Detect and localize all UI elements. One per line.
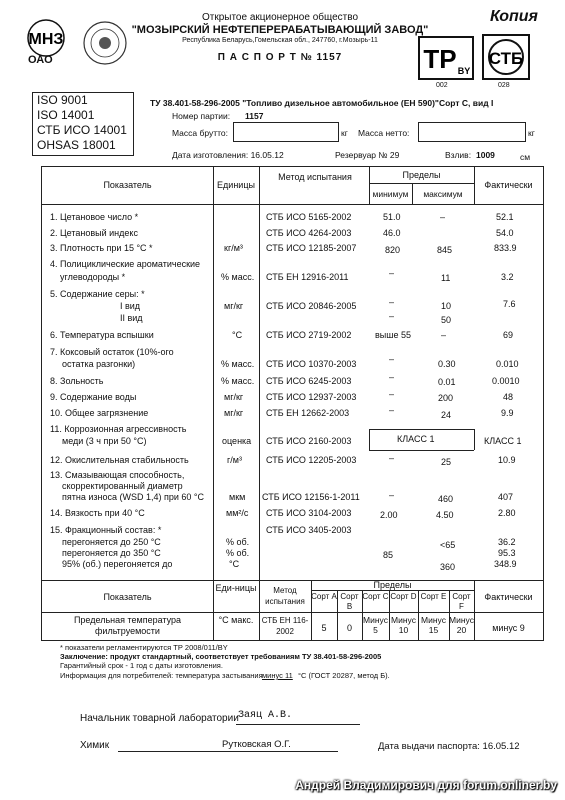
t2-sort-b: Сорт B [340,592,359,611]
row-max: 200 [438,393,454,403]
gross-mass-field [233,122,339,142]
t2-header-actual: Фактически [484,592,533,602]
iso-item: СТБ ИСО 14001 [37,123,127,137]
t2-header-limits: Пределы [373,580,412,590]
level-value: 1009 [476,150,495,160]
row-min: – [389,268,395,278]
row-name: 4. Полициклические ароматические [50,259,201,269]
row-unit: % масс. [221,376,255,386]
row-method: СТБ ИСО 20846-2005 [266,301,357,311]
row-unit: мг/кг [224,301,244,311]
lab-head-name: Заяц А.В. [238,710,293,721]
row-name-line2: меди (3 ч при 50 °С) [62,436,147,446]
row-min: 85 [383,550,394,560]
svg-text:ТР: ТР [423,44,457,74]
row-method: СТБ ИСО 2160-2003 [266,436,352,446]
row-method: СТБ ИСО 3405-2003 [266,525,352,535]
t2-val-a: 5 [321,623,327,633]
row-min: – [389,490,395,500]
org-type: Открытое акционерное общество [201,12,359,23]
t2-header-indicator: Показатель [103,592,152,602]
row-method: СТБ ЕН 12916-2011 [266,272,349,282]
row-unit: мг/кг [224,392,244,402]
row-max: <65 [440,540,456,550]
cert-right-number: 028 [498,82,510,89]
iso-item: OHSAS 18001 [37,138,116,152]
row-name: 10. Общее загрязнение [50,408,149,418]
row-method: СТБ ИСО 2719-2002 [266,330,352,340]
row-actual: КЛАСС 1 [484,436,522,446]
net-mass-label: Масса нетто: [358,128,410,138]
t2-sort-e: Сорт E [420,592,447,601]
row-actual: 833.9 [494,243,517,253]
row-min: – [389,354,395,364]
t2-val-e: Минус 15 [421,615,446,635]
t2-row-name: Предельная температура фильтруемости [73,615,182,636]
row-max: 0.01 [438,377,456,387]
level-label: Взлив: [445,150,472,160]
row-actual: 348.9 [494,559,517,569]
row-method: СТБ ИСО 12156-1-2011 [262,492,360,502]
row-method: СТБ ИСО 5165-2002 [266,212,352,222]
row-max: 25 [441,457,452,467]
lab-head-label: Начальник товарной лаборатории [80,713,239,724]
gross-mass-label: Масса брутто: [172,128,229,138]
row-max: 4.50 [436,510,454,520]
row-name-line2: I вид [120,301,141,311]
row-min: – [389,389,395,399]
row-actual: 48 [503,392,514,402]
note-tr: * показатели регламентируются ТР 2008/011/BY [60,643,228,652]
row-name: 3. Плотность при 15 °С * [50,243,153,253]
row-min: 2.00 [380,510,398,520]
row-unit: % об. [226,537,250,547]
row-max-2: 50 [441,315,452,325]
cert-left-number: 002 [436,82,448,89]
row-unit: мм²/с [226,508,249,518]
row-actual: 0.010 [496,359,519,369]
tr-by-certification-icon [418,36,474,80]
row-min: – [389,405,395,415]
row-max: – [440,212,446,222]
row-name-line2: скорректированный диаметр [62,481,183,491]
col-header-max: максимум [423,189,463,199]
row-actual: 3.2 [501,272,514,282]
svg-text:BY: BY [457,66,471,76]
row-unit: мкм [229,492,246,502]
manufacture-date: Дата изготовления: 16.05.12 [172,150,284,160]
iso-certificates-box [32,92,134,156]
passport-title: П А С П О Р Т № 1157 [217,52,343,63]
row-name: 7. Коксовый остаток (10%-ого [50,347,174,357]
row-max: 0.30 [438,359,456,369]
row-actual: 2.80 [498,508,516,518]
col-header-actual: Фактически [484,180,533,190]
row-name: 1. Цетановое число * [50,212,139,222]
consumer-info-label: Информация для потребителей: температура застывания [60,671,263,680]
t2-val-c: Минус 5 [363,615,388,635]
row-name: 12. Окислительная стабильность [50,455,189,465]
svg-text:МНЗ: МНЗ [28,31,64,48]
row-name: 15. Фракционный состав: * [50,525,162,535]
row-method: СТБ ЕН 12662-2003 [266,408,350,418]
row-max: 360 [440,562,456,572]
t2-row-method: СТБ ЕН 116-2002 [261,616,309,636]
row-method: СТБ ИСО 6245-2003 [266,376,352,386]
t2-sort-d: Сорт D [390,592,417,601]
row-max: – [441,330,447,340]
stb-certification-icon [482,34,530,80]
row-min: 51.0 [383,212,401,222]
row-name: 5. Содержание серы: * [50,289,145,299]
row-actual: 52.1 [496,212,514,222]
row-max: 11 [441,273,451,283]
row-unit: % об. [226,548,250,558]
t2-val-d: Минус 10 [391,615,416,635]
row-actual: 0.0010 [492,376,520,386]
logo-caption: ОАО [28,54,53,66]
row-unit: % масс. [221,272,255,282]
row-max: 845 [437,245,453,255]
gross-kg-unit: кг [341,128,348,138]
product-spec: ТУ 38.401-58-296-2005 "Топливо дизельное автомобильное (ЕН 590)"Сорт С, вид I [150,98,494,108]
tank-number: Резервуар № 29 [335,150,400,160]
col-header-units: Единицы [217,180,255,190]
row-min-2: – [389,311,395,321]
row-actual: 69 [503,330,514,340]
row-actual: 95.3 [498,548,516,558]
row-method: СТБ ИСО 10370-2003 [266,359,357,369]
net-kg-unit: кг [528,128,535,138]
row-min: 46.0 [383,228,401,238]
row-actual: 407 [498,492,514,502]
t2-val-b: 0 [346,623,352,633]
pour-point-value: минус 11 [262,671,293,680]
row-name-line3: перегоняется до 350 °С [62,548,161,558]
warranty: Гарантийный срок - 1 год с даты изготовления. [60,661,223,670]
row-min: 820 [385,245,401,255]
row-method: СТБ ИСО 4264-2003 [266,228,352,238]
col-header-method: Метод испытания [278,172,352,182]
chemist-label: Химик [80,740,110,751]
copy-label: Копия [490,8,538,25]
row-name-line2: углеводороды * [60,272,126,282]
row-method: СТБ ИСО 12185-2007 [266,243,357,253]
t2-row-unit: °С макс. [218,615,254,625]
batch-number-value: 1157 [245,111,264,121]
col-header-min: минимум [372,189,409,199]
t2-sort-f: Сорт F [452,592,471,611]
row-method: СТБ ИСО 12937-2003 [266,392,357,402]
row-min: – [389,297,395,307]
row-actual: 9.9 [501,408,514,418]
row-name: 14. Вязкость при 40 °С [50,508,145,518]
row-name-line3: пятна износа (WSD 1,4) при 60 °С [62,492,205,502]
row-unit: мг/кг [224,408,244,418]
row-max: 460 [438,494,454,504]
t2-sort-a: Сорт A [311,592,337,601]
row-name: 6. Температура вспышки [50,330,154,340]
batch-number-label: Номер партии: [172,111,231,121]
row-name-line2: остатка разгонки) [62,359,136,369]
row-actual: 10.9 [498,455,516,465]
row-limit-class: КЛАСС 1 [397,434,435,444]
row-min: выше 55 [375,330,411,340]
row-unit: кг/м³ [224,243,243,253]
row-name-line2: перегоняется до 250 °С [62,537,161,547]
t2-row-actual: минус 9 [492,623,525,633]
iso-item: ISO 9001 [37,93,88,107]
issue-date: Дата выдачи паспорта: 16.05.12 [378,741,520,752]
row-max: 10 [441,301,452,311]
t2-header-units: Еди-ницы [215,583,257,593]
row-unit: оценка [222,436,252,446]
row-method: СТБ ИСО 3104-2003 [266,508,352,518]
row-unit: г/м³ [227,455,242,465]
org-address: Республика Беларусь,Гомельская обл., 247760, г.Мозырь-11 [182,37,378,44]
org-name: "МОЗЫРСКИЙ НЕФТЕПЕРЕРАБАТЫВАЮЩИЙ ЗАВОД" [131,24,429,36]
row-min: – [389,372,395,382]
row-actual: 36.2 [498,537,516,547]
forum-watermark: Андрей Владимирович для forum.onliner.by [295,778,557,792]
conclusion: Заключение: продукт стандартный, соответствует требованиям ТУ 38.401-58-296-2005 [60,652,382,661]
row-name: 8. Зольность [50,376,104,386]
net-mass-field [418,122,526,142]
quality-seal-icon [82,20,128,66]
row-name: 2. Цетановый индекс [50,228,138,238]
t2-header-method: Метод испытания [265,586,305,606]
row-name: 11. Коррозионная агрессивность [50,424,187,434]
row-max: 24 [441,410,452,420]
t2-val-f: Минус 20 [449,615,474,635]
row-actual: 7.6 [503,299,516,309]
row-unit: % масс. [221,359,255,369]
pour-point-method: °С (ГОСТ 20287, метод Б). [298,671,390,680]
row-unit: °С [232,330,243,340]
row-name-line4: 95% (об.) перегоняется до [62,559,173,569]
t2-sort-c: Сорт C [362,592,389,601]
row-name-line3: II вид [120,313,143,323]
row-name: 9. Содержание воды [50,392,137,402]
col-header-limits: Пределы [402,170,441,180]
level-unit: см [520,152,531,162]
row-name: 13. Смазывающая способность, [50,470,185,480]
svg-text:СТБ: СТБ [488,49,524,68]
col-header-indicator: Показатель [103,180,152,190]
iso-item: ISO 14001 [37,108,95,122]
row-method: СТБ ИСО 12205-2003 [266,455,357,465]
row-unit: °С [229,559,240,569]
row-min: – [389,453,395,463]
chemist-name: Рутковская О.Г. [222,739,291,750]
row-actual: 54.0 [496,228,514,238]
